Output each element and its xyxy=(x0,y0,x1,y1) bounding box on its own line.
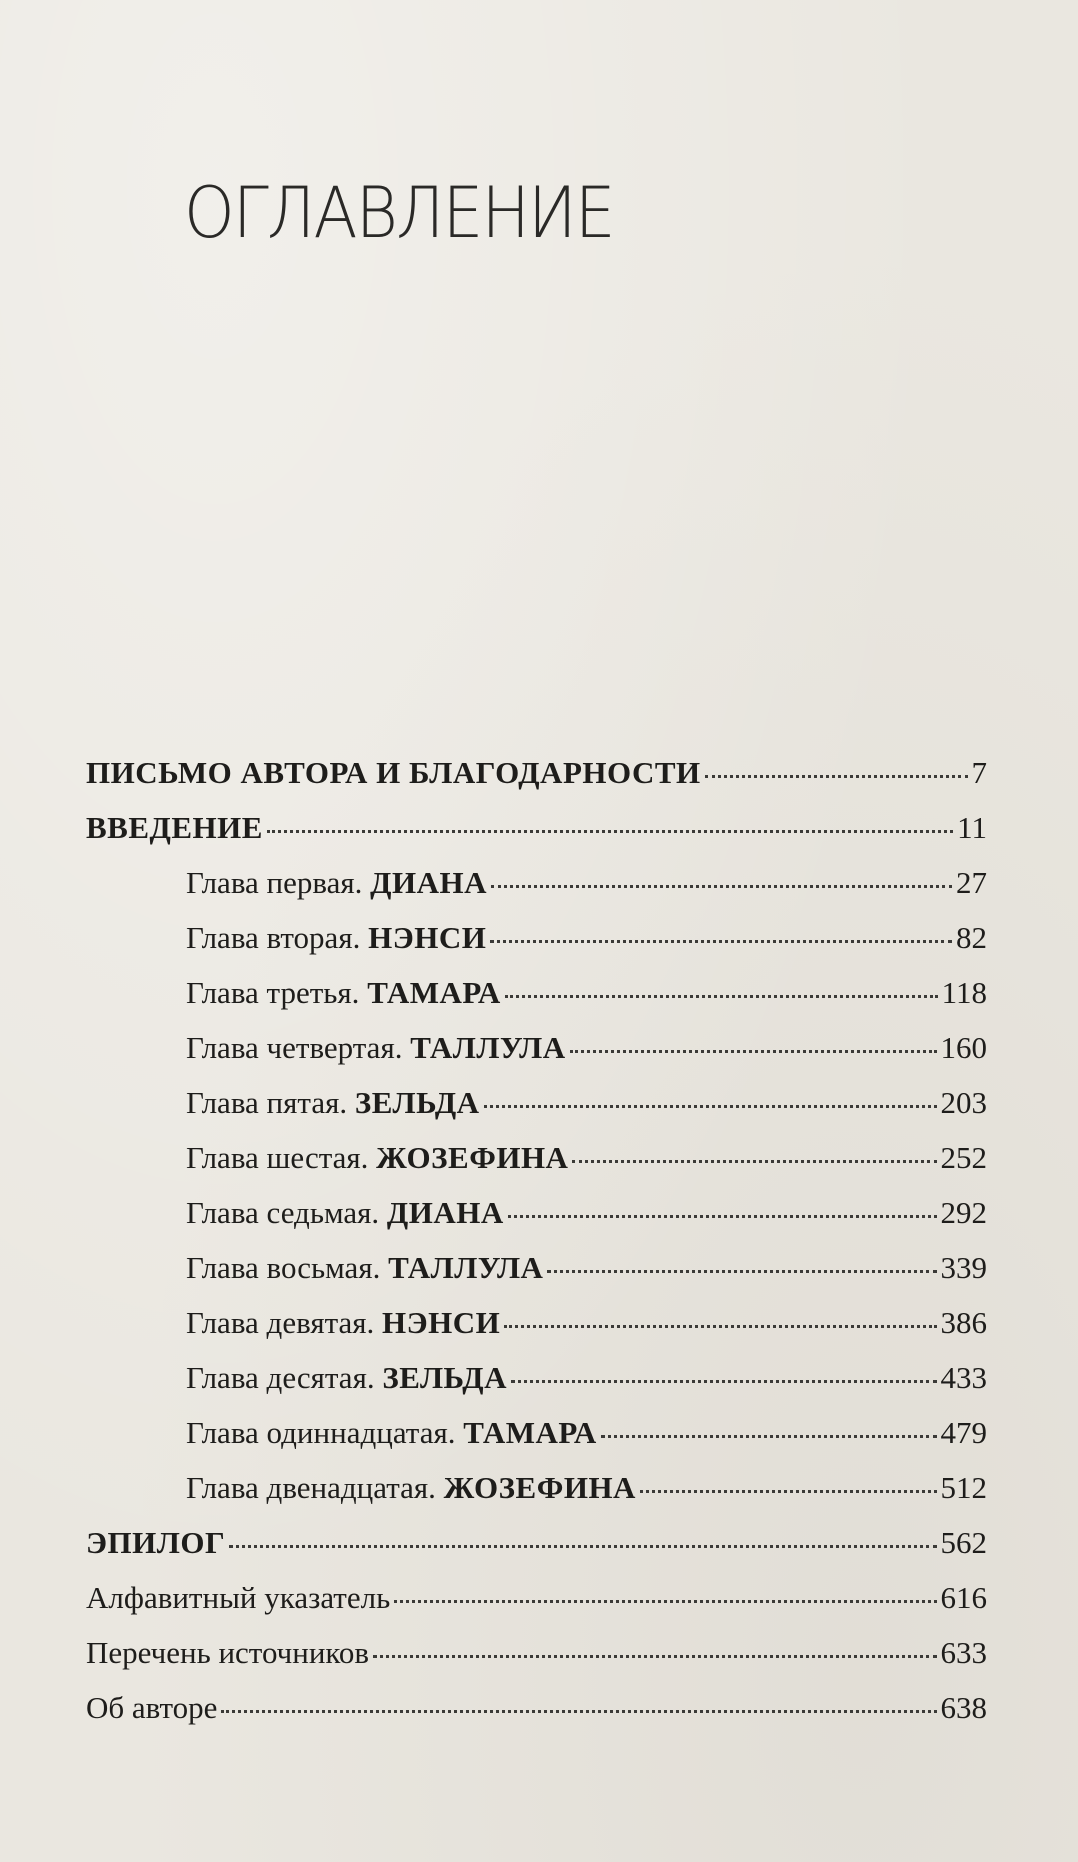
toc-entry-chapter-9[interactable] xyxy=(0,1305,987,1360)
chapter-title: ЖОЗЕФИНА xyxy=(443,1470,636,1505)
chapter-title: ДИАНА xyxy=(386,1195,504,1230)
toc-entry-label xyxy=(186,1030,566,1066)
toc-entry-label xyxy=(186,865,487,901)
toc-entry-chapter-2[interactable] xyxy=(0,920,987,975)
dot-leader xyxy=(505,995,938,998)
toc-entry-label xyxy=(186,1250,543,1286)
chapter-title: НЭНСИ xyxy=(382,1305,501,1340)
chapter-number: Глава шестая. xyxy=(186,1140,369,1175)
chapter-number: Глава первая. xyxy=(186,865,363,900)
dot-leader xyxy=(394,1600,936,1603)
chapter-title: ТАЛЛУЛА xyxy=(388,1250,544,1285)
table-of-contents xyxy=(0,755,1078,1745)
toc-entry-author-letter[interactable] xyxy=(0,755,987,810)
toc-page-number: 633 xyxy=(940,1635,987,1670)
toc-entry-label xyxy=(186,1360,507,1396)
toc-entry-label xyxy=(186,1085,480,1121)
chapter-number: Глава двенадцатая. xyxy=(186,1470,436,1505)
toc-page-number: 292 xyxy=(940,1195,987,1230)
toc-entry-label xyxy=(186,1195,504,1231)
toc-entry-label: Перечень источников xyxy=(86,1635,370,1670)
toc-page-number: 118 xyxy=(941,975,987,1010)
dot-leader xyxy=(508,1215,937,1218)
toc-entry-label: Об авторе xyxy=(86,1690,218,1725)
toc-entry-introduction[interactable] xyxy=(0,810,987,865)
toc-entry-label xyxy=(186,920,486,956)
toc-entry-chapter-8[interactable] xyxy=(0,1250,987,1305)
dot-leader xyxy=(484,1105,937,1108)
dot-leader xyxy=(491,885,952,888)
toc-entry-label xyxy=(186,1305,500,1341)
chapter-title: ЖОЗЕФИНА xyxy=(376,1140,569,1175)
toc-entry-chapter-6[interactable] xyxy=(0,1140,987,1195)
chapter-title: ТАЛЛУЛА xyxy=(410,1030,566,1065)
toc-page-number: 82 xyxy=(956,920,987,955)
dot-leader xyxy=(705,775,968,778)
chapter-number: Глава пятая. xyxy=(186,1085,348,1120)
toc-page-number: 160 xyxy=(940,1030,987,1065)
toc-page-number: 27 xyxy=(956,865,987,900)
toc-page-number: 7 xyxy=(971,755,987,790)
chapter-title: ЗЕЛЬДА xyxy=(354,1085,480,1120)
toc-entry-chapter-1[interactable] xyxy=(0,865,987,920)
toc-entry-label: ВВЕДЕНИЕ xyxy=(86,810,263,845)
toc-page-number: 252 xyxy=(940,1140,987,1175)
chapter-title: ТАМАРА xyxy=(367,975,501,1010)
toc-page-number: 479 xyxy=(940,1415,987,1450)
chapter-title: НЭНСИ xyxy=(368,920,487,955)
dot-leader xyxy=(547,1270,936,1273)
toc-entry-label: ПИСЬМО АВТОРА И БЛАГОДАРНОСТИ xyxy=(86,755,701,790)
dot-leader xyxy=(490,940,952,943)
dot-leader xyxy=(511,1380,937,1383)
chapter-title: ДИАНА xyxy=(370,865,487,900)
dot-leader xyxy=(221,1710,936,1713)
chapter-number: Глава вторая. xyxy=(186,920,361,955)
chapter-number: Глава девятая. xyxy=(186,1305,375,1340)
toc-page-number: 11 xyxy=(957,810,987,845)
toc-entry-epilogue[interactable] xyxy=(0,1525,987,1580)
toc-page-number: 203 xyxy=(940,1085,987,1120)
dot-leader xyxy=(504,1325,936,1328)
toc-entry-label xyxy=(186,1140,568,1176)
toc-entry-chapter-4[interactable] xyxy=(0,1030,987,1085)
toc-entry-chapter-3[interactable] xyxy=(0,975,987,1030)
toc-page-number: 433 xyxy=(940,1360,987,1395)
dot-leader xyxy=(267,830,953,833)
toc-entry-chapter-7[interactable] xyxy=(0,1195,987,1250)
chapter-number: Глава восьмая. xyxy=(186,1250,381,1285)
toc-page-number: 638 xyxy=(940,1690,987,1725)
toc-entry-label: Алфавитный указатель xyxy=(86,1580,391,1615)
chapter-title: ЗЕЛЬДА xyxy=(382,1360,507,1395)
toc-entry-label xyxy=(186,975,501,1011)
page-title: ОГЛАВЛЕНИЕ xyxy=(184,172,614,254)
chapter-number: Глава седьмая. xyxy=(186,1195,380,1230)
toc-entry-label: ЭПИЛОГ xyxy=(86,1525,226,1560)
toc-entry-chapter-10[interactable] xyxy=(0,1360,987,1415)
toc-page-number: 512 xyxy=(940,1470,987,1505)
toc-page-number: 339 xyxy=(940,1250,987,1285)
toc-entry-chapter-12[interactable] xyxy=(0,1470,987,1525)
toc-page-number: 562 xyxy=(940,1525,987,1560)
toc-entry-about-author[interactable] xyxy=(0,1690,987,1745)
chapter-number: Глава четвертая. xyxy=(186,1030,403,1065)
toc-entry-chapter-5[interactable] xyxy=(0,1085,987,1140)
toc-entry-sources[interactable] xyxy=(0,1635,987,1690)
toc-entry-index[interactable] xyxy=(0,1580,987,1635)
dot-leader xyxy=(572,1160,936,1163)
chapter-number: Глава десятая. xyxy=(186,1360,375,1395)
toc-page-number: 386 xyxy=(940,1305,987,1340)
chapter-title: ТАМАРА xyxy=(463,1415,597,1450)
dot-leader xyxy=(373,1655,936,1658)
toc-page-number: 616 xyxy=(940,1580,987,1615)
dot-leader xyxy=(640,1490,937,1493)
toc-entry-chapter-11[interactable] xyxy=(0,1415,987,1470)
dot-leader xyxy=(570,1050,937,1053)
dot-leader xyxy=(229,1545,936,1548)
chapter-number: Глава третья. xyxy=(186,975,360,1010)
chapter-number: Глава одиннадцатая. xyxy=(186,1415,456,1450)
toc-entry-label xyxy=(186,1470,636,1506)
toc-entry-label xyxy=(186,1415,597,1451)
dot-leader xyxy=(601,1435,937,1438)
